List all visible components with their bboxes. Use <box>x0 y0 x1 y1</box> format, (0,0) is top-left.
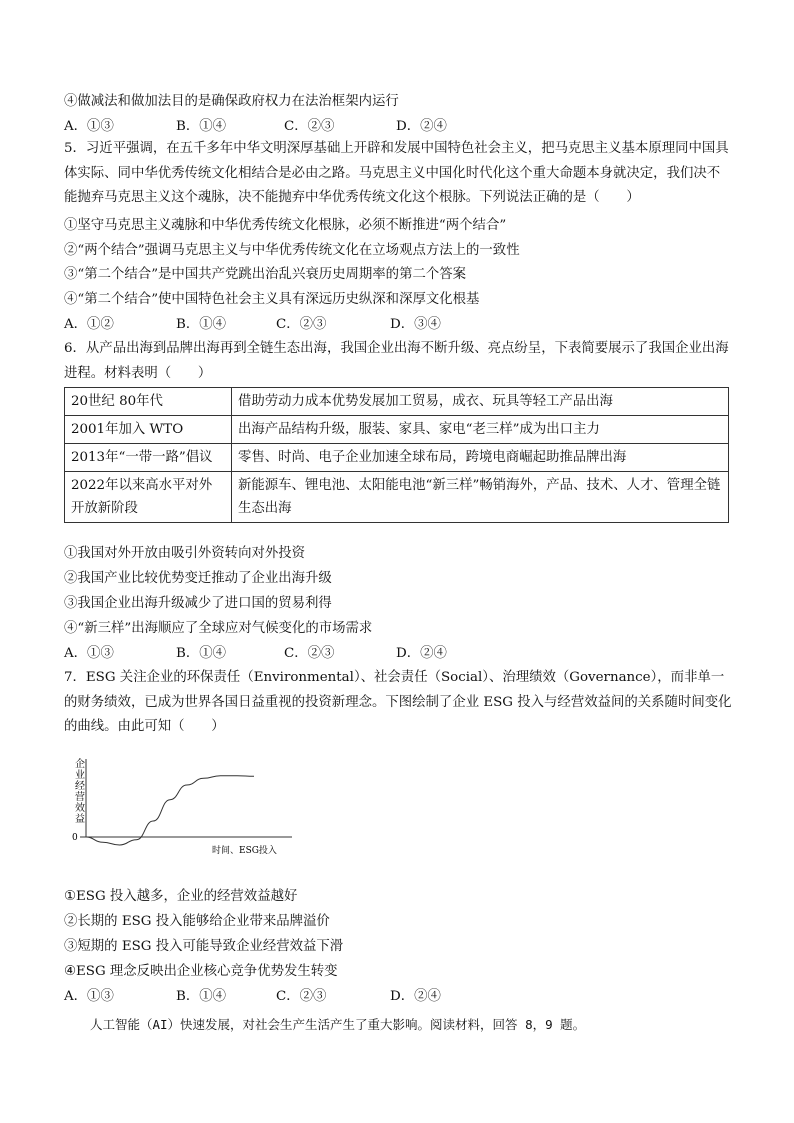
q6-history-table <box>64 387 729 523</box>
table-cell-desc: 新能源车、锂电池、太阳能电池“新三样”畅销海外，产品、技术、人才、管理全链生态出海 <box>232 472 729 523</box>
y-axis-label-char: 益 <box>75 814 85 825</box>
q4-option-d: D．②④ <box>396 119 447 134</box>
q6-stem: 6．从产品出海到品牌出海再到全链生态出海，我国企业出海不断升级、亮点纷呈，下表简要展示了我国企业出海进程。材料表明（ ） <box>64 341 729 381</box>
table-cell-period: 2022年以来高水平对外开放新阶段 <box>65 472 232 523</box>
table-cell-period: 20世纪 80年代 <box>65 388 232 416</box>
y-axis-label-char: 企 <box>75 759 85 770</box>
q6-option-c: C．②③ <box>284 646 335 661</box>
y-axis-label <box>75 757 85 825</box>
esg-benefit-chart <box>66 755 306 865</box>
q6-item-2: ②我国产业比较优势变迁推动了企业出海升级 <box>64 571 332 586</box>
q7-option-a: A．①③ <box>64 989 114 1004</box>
q5-options <box>64 316 480 334</box>
q6-item-3: ③我国企业出海升级减少了进口国的贸易利得 <box>64 596 332 611</box>
table-cell-desc: 零售、时尚、电子企业加速全球布局，跨境电商崛起助推品牌出海 <box>232 444 729 472</box>
q4-option-a: A．①③ <box>64 119 114 134</box>
q7-stem: 7．ESG 关注企业的环保责任（Environmental）、社会责任（Social）、治理绩效（Governance），而非单一的财务绩效，已成为世界各国日益重视的投资新理念。下图绘制了企业 ESG 投入与经营效益间的关系随时间变化的曲线。由此可知（ ） <box>64 670 732 734</box>
q7-item-1: ①ESG 投入越多，企业的经营效益越好 <box>64 889 298 904</box>
q7-item-4: ④ESG 理念反映出企业核心竞争优势发生转变 <box>64 964 338 979</box>
y-axis-label-char: 经 <box>75 781 85 792</box>
x-axis-label: 时间、ESG投入 <box>212 846 277 856</box>
table-cell-desc: 出海产品结构升级，服装、家具、家电“老三样”成为出口主力 <box>232 416 729 444</box>
y-axis-label-char: 效 <box>75 803 85 814</box>
table-cell-period: 2013年“一带一路”倡议 <box>65 444 232 472</box>
y-axis-label-char: 业 <box>75 770 85 781</box>
origin-label: 0 <box>72 833 78 843</box>
q7-item-3: ③短期的 ESG 投入可能导致企业经营效益下滑 <box>64 939 344 954</box>
q4-option-c: C．②③ <box>284 119 335 134</box>
y-axis-label-char: 营 <box>75 792 85 803</box>
table-row <box>65 444 729 472</box>
q5-option-b: B．①④ <box>176 317 227 332</box>
q6-option-b: B．①④ <box>176 646 227 661</box>
q4-option-b: B．①④ <box>176 119 227 134</box>
table-row <box>65 472 729 523</box>
q5-item-4: ④“第二个结合”使中国特色社会主义具有深远历史纵深和深厚文化根基 <box>64 292 480 307</box>
q5-option-a: A．①② <box>64 317 114 332</box>
q6-item-4: ④“新三样”出海顺应了全球应对气候变化的市场需求 <box>64 621 373 636</box>
q4-item-4: ④做减法和做加法目的是确保政府权力在法治框架内运行 <box>64 94 399 109</box>
q7-option-d: D．②④ <box>390 989 441 1004</box>
q6-option-a: A．①③ <box>64 646 114 661</box>
q5-item-1: ①坚守马克思主义魂脉和中华优秀传统文化根脉，必须不断推进“两个结合” <box>64 218 507 233</box>
q6-options <box>64 645 486 663</box>
esg-curve-line <box>86 776 254 845</box>
q6-option-d: D．②④ <box>396 646 447 661</box>
table-cell-desc: 借助劳动力成本优势发展加工贸易，成衣、玩具等轻工产品出海 <box>232 388 729 416</box>
q5-item-2: ②“两个结合”强调马克思主义与中华优秀传统文化在立场观点方法上的一致性 <box>64 243 520 258</box>
q7-option-b: B．①④ <box>176 989 227 1004</box>
q5-option-c: C．②③ <box>276 317 327 332</box>
table-cell-period: 2001年加入 WTO <box>65 416 232 444</box>
q4-options <box>64 118 486 136</box>
table-row <box>65 416 729 444</box>
reading-intro: 人工智能（AI）快速发展，对社会生产生活产生了重大影响。阅读材料，回答 8，9 题。 <box>90 1017 586 1032</box>
table-row <box>65 388 729 416</box>
q7-option-c: C．②③ <box>276 989 327 1004</box>
q7-item-2: ②长期的 ESG 投入能够给企业带来品牌溢价 <box>64 914 330 929</box>
q5-option-d: D．③④ <box>390 317 441 332</box>
q5-item-3: ③“第二个结合”是中国共产党跳出治乱兴衰历史周期率的第二个答案 <box>64 267 467 282</box>
q7-options <box>64 988 480 1006</box>
q5-stem: 5．习近平强调，在五千多年中华文明深厚基础上开辟和发展中国特色社会主义，把马克思主义基本原理同中国具体实际、同中华优秀传统文化相结合是必由之路。马克思主义中国化时代化这个重大命题本身就决定，我们决不能抛弃马克思主义这个魂脉，决不能抛弃中华优秀传统文化这个根脉。下列说法正确的是（ ） <box>64 141 729 205</box>
q6-item-1: ①我国对外开放由吸引外资转向对外投资 <box>64 546 306 561</box>
